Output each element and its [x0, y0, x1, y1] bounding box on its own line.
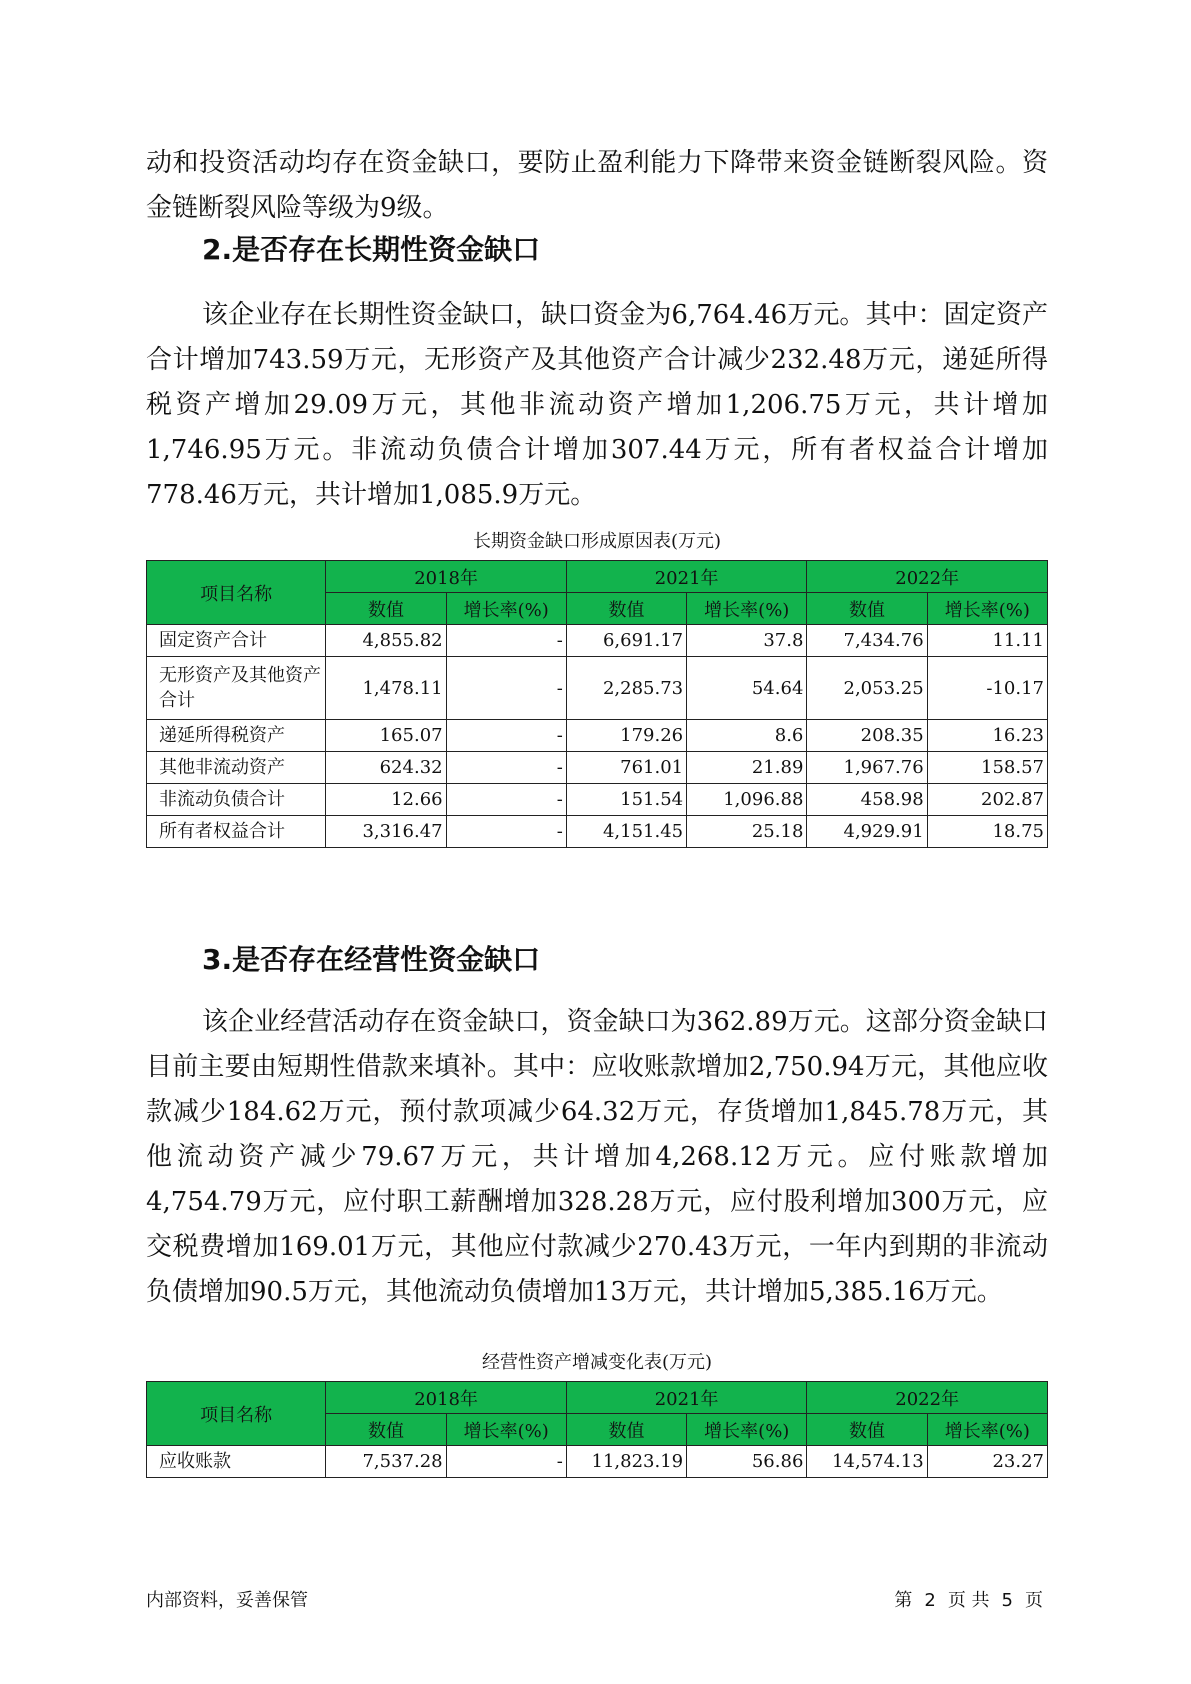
cell-value: 7,434.76 [807, 625, 927, 657]
cell-value: 4,151.45 [566, 816, 686, 848]
header-year: 2022年 [807, 1382, 1048, 1414]
table-row [147, 784, 1048, 816]
intro-paragraph: 动和投资活动均存在资金缺口，要防止盈利能力下降带来资金链断裂风险。资金链断裂风险等级为9级。 [146, 148, 1048, 223]
cell-growth: 18.75 [927, 816, 1047, 848]
header-year: 2018年 [326, 561, 567, 593]
cell-growth: 25.18 [687, 816, 807, 848]
cell-growth: - [446, 657, 566, 720]
row-name: 无形资产及其他资产合计 [147, 657, 326, 720]
table2-caption: 经营性资产增减变化表(万元) [481, 1352, 713, 1373]
page-mid: 页 共 [947, 1590, 990, 1611]
cell-growth: - [446, 625, 566, 657]
table-row [147, 816, 1048, 848]
table-row [147, 625, 1048, 657]
page-current: 2 [924, 1590, 936, 1611]
section3-heading: 3.是否存在经营性资金缺口 [202, 943, 541, 976]
table-row [147, 657, 1048, 720]
long-term-gap-table [146, 560, 1048, 848]
cell-value: 761.01 [566, 752, 686, 784]
operating-assets-table [146, 1381, 1048, 1478]
header-value: 数值 [807, 1414, 927, 1446]
header-year: 2021年 [566, 1382, 807, 1414]
cell-growth: - [446, 752, 566, 784]
cell-growth: - [446, 720, 566, 752]
header-growth-rate: 增长率(%) [446, 1414, 566, 1446]
page-total: 5 [1001, 1590, 1013, 1611]
cell-value: 7,537.28 [326, 1446, 446, 1478]
cell-value: 2,053.25 [807, 657, 927, 720]
row-name: 其他非流动资产 [147, 752, 326, 784]
cell-growth: - [446, 816, 566, 848]
cell-growth: - [446, 784, 566, 816]
page-number [888, 1586, 1049, 1612]
cell-growth: 37.8 [687, 625, 807, 657]
header-item-name: 项目名称 [147, 1382, 326, 1446]
row-name: 所有者权益合计 [147, 816, 326, 848]
header-value: 数值 [807, 593, 927, 625]
cell-growth: 8.6 [687, 720, 807, 752]
cell-value: 1,478.11 [326, 657, 446, 720]
cell-growth: 21.89 [687, 752, 807, 784]
cell-growth: 54.64 [687, 657, 807, 720]
cell-growth: 23.27 [927, 1446, 1047, 1478]
table-row [147, 720, 1048, 752]
row-name: 递延所得税资产 [147, 720, 326, 752]
cell-growth: 1,096.88 [687, 784, 807, 816]
header-value: 数值 [566, 1414, 686, 1446]
header-item-name: 项目名称 [147, 561, 326, 625]
header-growth-rate: 增长率(%) [927, 593, 1047, 625]
row-name: 固定资产合计 [147, 625, 326, 657]
header-value: 数值 [566, 593, 686, 625]
section2-heading: 2.是否存在长期性资金缺口 [202, 233, 541, 266]
cell-value: 624.32 [326, 752, 446, 784]
row-name: 非流动负债合计 [147, 784, 326, 816]
cell-value: 208.35 [807, 720, 927, 752]
cell-value: 1,967.76 [807, 752, 927, 784]
cell-value: 3,316.47 [326, 816, 446, 848]
cell-value: 11,823.19 [566, 1446, 686, 1478]
cell-growth: 16.23 [927, 720, 1047, 752]
cell-value: 6,691.17 [566, 625, 686, 657]
page-suffix: 页 [1025, 1590, 1043, 1611]
header-year: 2022年 [807, 561, 1048, 593]
cell-value: 179.26 [566, 720, 686, 752]
confidential-note: 内部资料，妥善保管 [146, 1590, 308, 1611]
table1-caption: 长期资金缺口形成原因表(万元) [472, 531, 722, 552]
header-growth-rate: 增长率(%) [446, 593, 566, 625]
row-name: 应收账款 [147, 1446, 326, 1478]
header-value: 数值 [326, 1414, 446, 1446]
cell-value: 12.66 [326, 784, 446, 816]
cell-growth: 56.86 [687, 1446, 807, 1478]
cell-growth: 11.11 [927, 625, 1047, 657]
page-prefix: 第 [894, 1590, 913, 1611]
cell-value: 4,929.91 [807, 816, 927, 848]
cell-growth: -10.17 [927, 657, 1047, 720]
table-row [147, 752, 1048, 784]
cell-value: 151.54 [566, 784, 686, 816]
cell-growth: 158.57 [927, 752, 1047, 784]
header-growth-rate: 增长率(%) [687, 593, 807, 625]
cell-growth: - [446, 1446, 566, 1478]
header-growth-rate: 增长率(%) [927, 1414, 1047, 1446]
cell-value: 165.07 [326, 720, 446, 752]
cell-growth: 202.87 [927, 784, 1047, 816]
cell-value: 14,574.13 [807, 1446, 927, 1478]
header-year: 2018年 [326, 1382, 567, 1414]
table-row [147, 1446, 1048, 1478]
header-growth-rate: 增长率(%) [687, 1414, 807, 1446]
cell-value: 458.98 [807, 784, 927, 816]
cell-value: 4,855.82 [326, 625, 446, 657]
cell-value: 2,285.73 [566, 657, 686, 720]
section3-paragraph: 该企业经营活动存在资金缺口，资金缺口为362.89万元。这部分资金缺口目前主要由短期性借款来填补。其中：应收账款增加2,750.94万元，其他应收款减少184.62万元，预付款项减少64.32万元，存货增加1,845.78万元，其他流动资产减少79.67万元，共计增加4,268.12万元。应付账款增加4,754.79万元，应付职工薪酬增加328.28万元，应付股利增加300万元，应交税费增加169.01万元，其他应付款减少270.43万元，一年内到期的非流动负债增加90.5万元，其他流动负债增加13万元，共计增加5,385.16万元。 [146, 1007, 1048, 1307]
header-year: 2021年 [566, 561, 807, 593]
section2-paragraph: 该企业存在长期性资金缺口，缺口资金为6,764.46万元。其中：固定资产合计增加743.59万元，无形资产及其他资产合计减少232.48万元，递延所得税资产增加29.09万元，其他非流动资产增加1,206.75万元，共计增加1,746.95万元。非流动负债合计增加307.44万元，所有者权益合计增加778.46万元，共计增加1,085.9万元。 [146, 300, 1048, 510]
header-value: 数值 [326, 593, 446, 625]
